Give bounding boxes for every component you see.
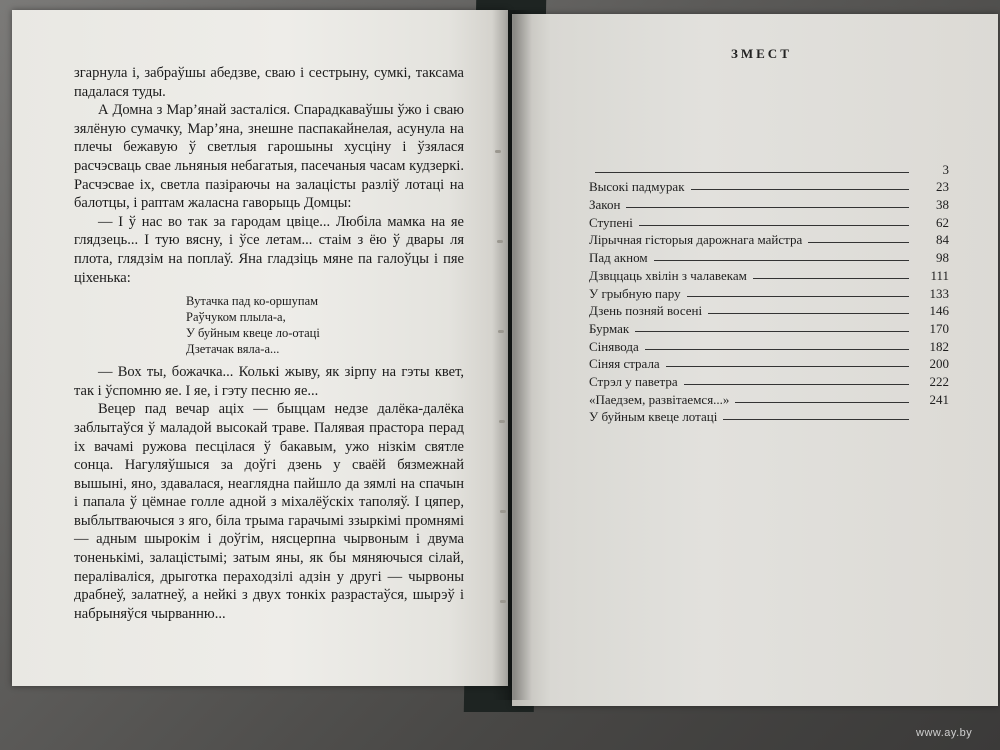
toc-page-number: 200 bbox=[929, 356, 949, 372]
toc-page-number: 3 bbox=[942, 161, 949, 177]
toc-page-number: 170 bbox=[929, 320, 949, 336]
toc-entry-title: Высокі падмурак bbox=[589, 179, 685, 195]
toc-leader bbox=[735, 402, 909, 403]
toc-row bbox=[589, 337, 949, 355]
toc-row bbox=[589, 319, 949, 337]
toc-leader bbox=[639, 225, 909, 226]
verse-line: Вутачка пад ко-оршупам bbox=[186, 294, 319, 309]
toc-page-number: 111 bbox=[930, 267, 949, 283]
verse-line: У буйным квеце ло-отаці bbox=[186, 326, 320, 341]
toc-row bbox=[589, 160, 949, 178]
toc-leader bbox=[595, 172, 909, 173]
toc-row bbox=[589, 231, 949, 249]
verse-line: Раўчуком плыла-а, bbox=[186, 310, 286, 325]
toc-leader bbox=[723, 419, 909, 420]
toc-page-number: 182 bbox=[929, 338, 949, 354]
toc-row bbox=[589, 248, 949, 266]
toc-leader bbox=[708, 313, 909, 314]
toc-row bbox=[589, 408, 949, 426]
toc-leader bbox=[684, 384, 909, 385]
toc-row bbox=[589, 178, 949, 196]
toc-page-number: 98 bbox=[936, 250, 949, 266]
paragraph: А Домна з Мар’янай засталіся. Спарадкаваўшы ўжо і сваю зялёную сумачку, Мар’яна, знешне паспакайнелая, асунула на плечы бежавую ў светлыя гарошыны хусціну і ўзялася расчэсваць свае льняныя небагатыя, пасечаныя часам кудзеркі. Расчэсвае іх, светла пазіраючы на залацісты разліў лотаці на балотцы, і раптам жаласна гаворыць Домцы: bbox=[74, 102, 464, 212]
toc-page-number: 84 bbox=[936, 232, 949, 248]
toc-entry-title: Пад акном bbox=[589, 250, 648, 266]
toc-leader bbox=[808, 242, 909, 243]
paragraph: Вецер пад вечар аціх — быццам недзе далёка-далёка заблытаўся ў маладой высокай траве. Палявая прастора перад іх вачамі ружова песцілася ў бакавым, ужо нізкім святле сонца. Нагуляўшыся за доўгі дзень у сваёй бязмежнай вышыні, яно, здавалася, неаглядна пайшло да зямлі на спачын і папала ў цёмнае голле адной з міхалёўскіх таполяў. І цяпер, выблытваючыся з яго, біла трыма гарачымі ззыркімі промнямі — адным шырокім і доўгім, нясцерпна чырвоным і двума тоненькімі, залацістымі; затым яны, як бы мяняючыся сілай, пераліваліся, дрыготка пераходзілі адзін у другі — чырвоны драбнеў, залатнеў, а нейкі з двух тонкіх разрастаўся, шырэў і набрыняўся чырванню... bbox=[74, 401, 464, 622]
toc-entry-title: Дзень позняй восені bbox=[589, 303, 703, 319]
toc-row bbox=[589, 284, 949, 302]
toc-row bbox=[589, 266, 949, 284]
book-gutter bbox=[492, 10, 532, 700]
verse-block bbox=[186, 293, 464, 357]
toc-entry-title: Стрэл у паветра bbox=[589, 373, 678, 389]
toc-entry-title: «Паедзем, развітаемся...» bbox=[589, 391, 730, 407]
toc-entry-title: Дзвццаць хвілін з чалавекам bbox=[589, 267, 747, 283]
toc-leader bbox=[654, 260, 909, 261]
toc-entry-title: Сінявода bbox=[589, 338, 639, 354]
toc-page-number: 62 bbox=[936, 214, 949, 230]
toc-leader bbox=[666, 366, 909, 367]
toc-row bbox=[589, 355, 949, 373]
toc-entry-title: У буйным квеце лотаці bbox=[589, 409, 718, 425]
left-page-text bbox=[74, 64, 464, 623]
toc-entry-title: Ступені bbox=[589, 214, 633, 230]
toc-row bbox=[589, 213, 949, 231]
toc-entry-title: У грыбную пару bbox=[589, 285, 681, 301]
toc-leader bbox=[626, 207, 909, 208]
toc-leader bbox=[753, 278, 909, 279]
toc-entry-title: Лірычная гісторыя дарожнага майстра bbox=[589, 232, 803, 248]
toc-row bbox=[589, 372, 949, 390]
toc-page-number: 222 bbox=[929, 373, 949, 389]
toc-entry-title: Закон bbox=[589, 197, 621, 213]
verse-line: Дзетачак вяла-а... bbox=[186, 342, 280, 357]
toc-page-number: 23 bbox=[936, 179, 949, 195]
table-of-contents bbox=[589, 160, 949, 425]
paragraph: згарнула і, забраўшы абедзве, сваю і сестрыну, сумкі, таксама падалася туды. bbox=[74, 65, 464, 100]
toc-leader bbox=[687, 296, 909, 297]
toc-page-number: 38 bbox=[936, 197, 949, 213]
toc-entry-title: Бурмак bbox=[589, 320, 630, 336]
toc-heading: ЗМЕСТ bbox=[731, 46, 792, 61]
toc-page-number: 146 bbox=[929, 303, 949, 319]
toc-leader bbox=[645, 349, 909, 350]
toc-entry-title: Сіняя страла bbox=[589, 356, 660, 372]
toc-page-number: 241 bbox=[929, 391, 949, 407]
toc-leader bbox=[691, 189, 909, 190]
toc-row bbox=[589, 302, 949, 320]
toc-row bbox=[589, 390, 949, 408]
paragraph: — І ў нас во так за гародам цвіце... Любіла мамка на яе глядзець... І тую вясну, і ўсе летам... стаім з ёю ў двары ля плота, глядзім на поплаў. Яна гладзіць мяне па галоўцы і пяе ціхенька: bbox=[74, 213, 464, 286]
toc-row bbox=[589, 195, 949, 213]
paragraph: — Вох ты, божачка... Колькі жыву, як зірпу на гэты квет, так і ўспомню яе. І яе, і гэту песню яе... bbox=[74, 364, 464, 399]
toc-leader bbox=[635, 331, 909, 332]
watermark: www.ay.by bbox=[916, 727, 973, 739]
toc-page-number: 133 bbox=[929, 285, 949, 301]
